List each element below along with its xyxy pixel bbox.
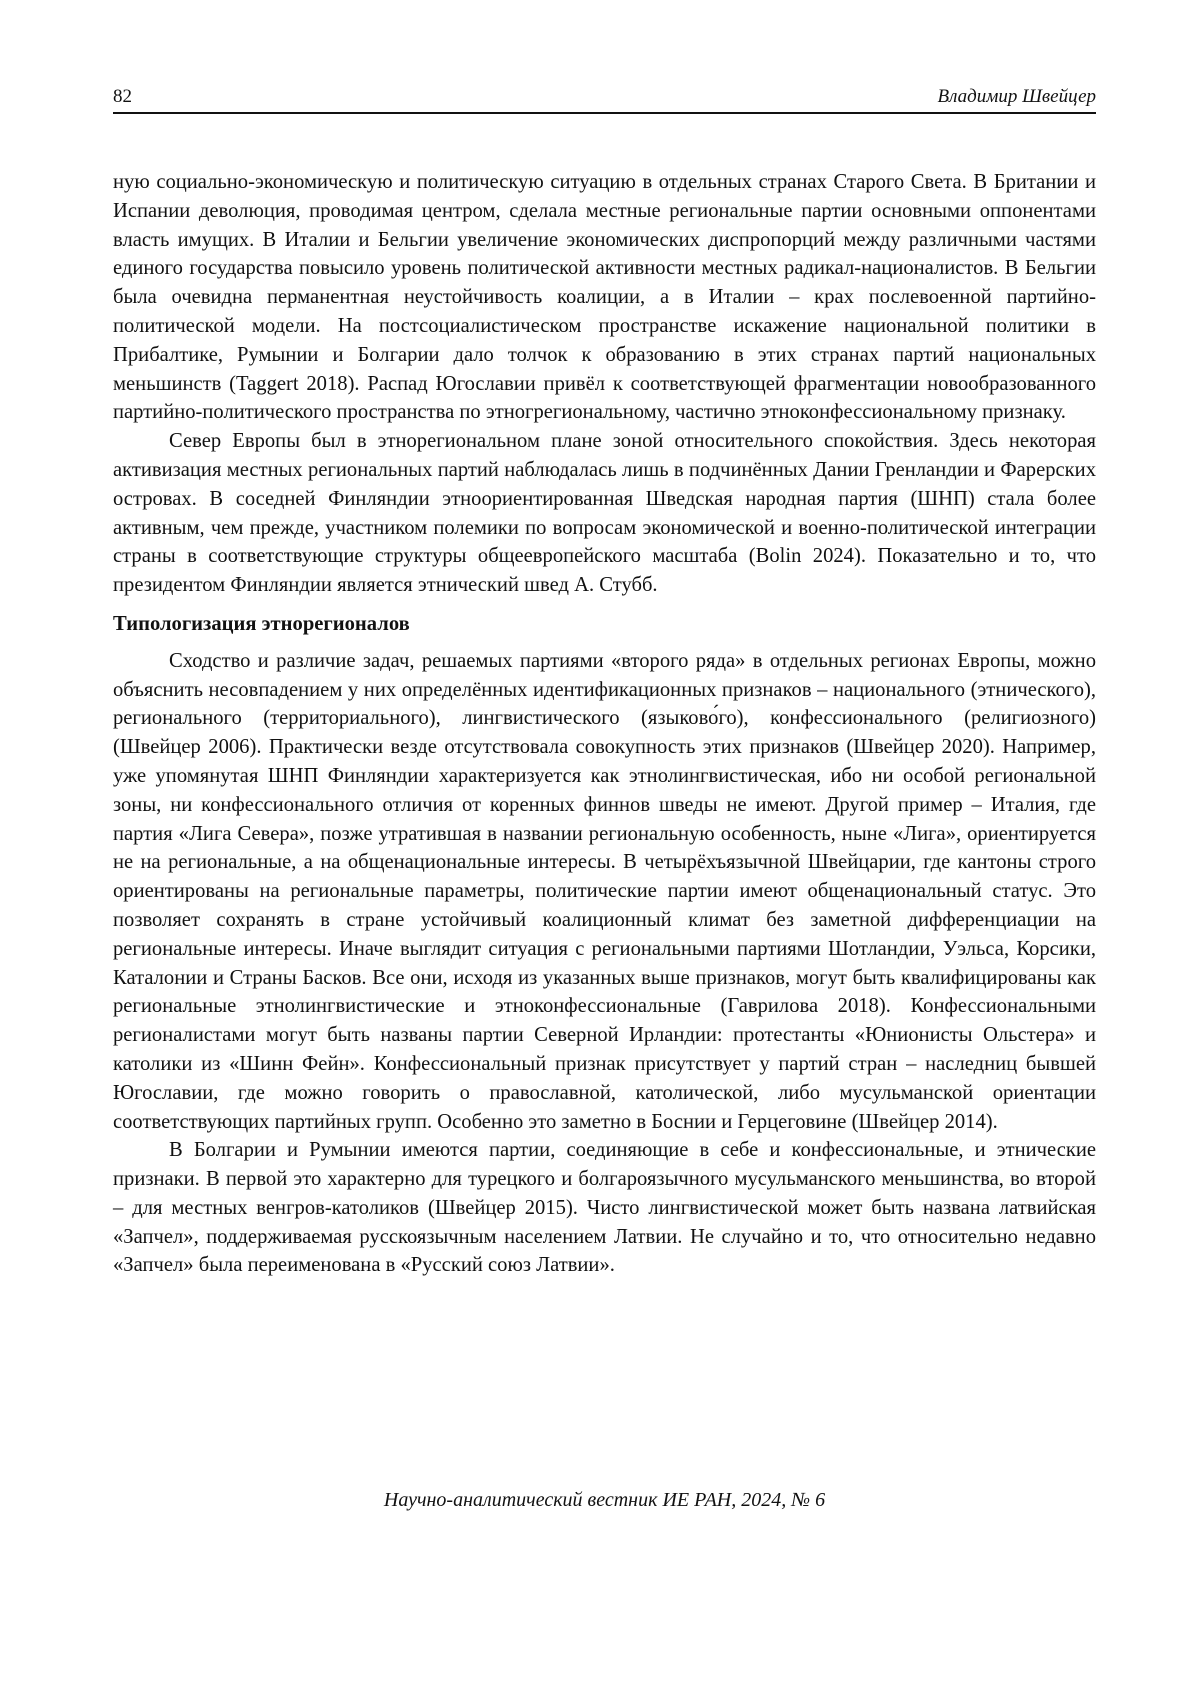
page-number: 82 bbox=[113, 86, 132, 107]
paragraph: В Болгарии и Румынии имеются партии, соединяющие в себе и конфессиональные, и этнические признаки. В первой это характерно для турецкого и болгароязычного мусульманского меньшинства, во второй – для местных венгров-католиков (Швейцер 2015). Чисто лингвистической может быть названа латвийская «Запчел», поддерживаемая русскоязычным населением Латвии. Не случайно и то, что относительно недавно «Запчел» была переименована в «Русский союз Латвии». bbox=[113, 1139, 1096, 1277]
paragraph: Север Европы был в этнорегиональном плане зоной относительного спокойствия. Здесь некоторая активизация местных региональных партий наблюдалась лишь в подчинённых Дании Гренландии и Фарерских островах. В соседней Финляндии этноориентированная Шведская народная партия (ШНП) стала более активным, чем прежде, участником полемики по вопросам экономической и военно-политической интеграции страны в соответствующие структуры общеевропейского масштаба (Bolin 2024). Показательно и то, что президентом Финляндии является этнический швед А. Стубб. bbox=[113, 430, 1096, 597]
paragraph-continuation: ную социально-экономическую и политическую ситуацию в отдельных странах Старого Света. В Британии и Испании деволюция, проводимая центром, сделала местные региональные партии основными оппонентами власть имущих. В Италии и Бельгии увеличение экономических диспропорций между различными частями единого государства повысило уровень политической активности местных радикал-националистов. В Бельгии была очевидна перманентная неустойчивость коалиции, а в Италии – крах послевоенной партийно-политической модели. На постсоциалистическом пространстве искажение национальной политики в Прибалтике, Румынии и Болгарии дало толчок к образованию в этих странах партий национальных меньшинств (Taggert 2018). Распад Югославии привёл к соответствующей фрагментации новообразованного партийно-политического пространства по этногрегиональному, частично этноконфессиональному признаку. bbox=[113, 171, 1096, 424]
paragraph: Сходство и различие задач, решаемых партиями «второго ряда» в отдельных регионах Европы, можно объяснить несовпадением у них определённых идентификационных признаков – национального (этнического), регионального (территориального), лингвистического (языково́го), конфессионального (религиозного) (Швейцер 2006). Практически везде отсутствовала совокупность этих признаков (Швейцер 2020). Например, уже упомянутая ШНП Финляндии характеризуется как этнолингвистическая, ибо ни особой региональной зоны, ни конфессионального отличия от коренных финнов шведы не имеют. Другой пример – Италия, где партия «Лига Севера», позже утратившая в названии региональную особенность, ныне «Лига», ориентируется не на региональные, а на общенациональные интересы. В четырёхъязычной Швейцарии, где кантоны строго ориентированы на региональные параметры, политические партии имеют общенациональный статус. Это позволяет сохранять в стране устойчивый коалиционный климат без заметной дифференциации на региональные интересы. Иначе выглядит ситуация с региональными партиями Шотландии, Уэльса, Корсики, Каталонии и Страны Басков. Все они, исходя из указанных выше признаков, могут быть квалифицированы как региональные этнолингвистические и этноконфессиональные (Гаврилова 2018). Конфессиональными регионалистами могут быть названы партии Северной Ирландии: протестанты «Юнионисты Ольстера» и католики из «Шинн Фейн». Конфессиональный признак присутствует у партий стран – наследниц бывшей Югославии, где можно говорить о православной, католической, либо мусульманской ориентации соответствующих партийных групп. Особенно это заметно в Боснии и Герцеговине (Швейцер 2014). bbox=[113, 649, 1096, 1133]
running-header bbox=[113, 84, 1096, 114]
article-body bbox=[113, 168, 1096, 1280]
section-heading: Типологизация этнорегионалов bbox=[113, 612, 410, 635]
running-header-author: Владимир Швейцер bbox=[937, 86, 1096, 107]
running-footer-journal: Научно-аналитический вестник ИЕ РАН, 2024, № 6 bbox=[383, 1489, 826, 1511]
